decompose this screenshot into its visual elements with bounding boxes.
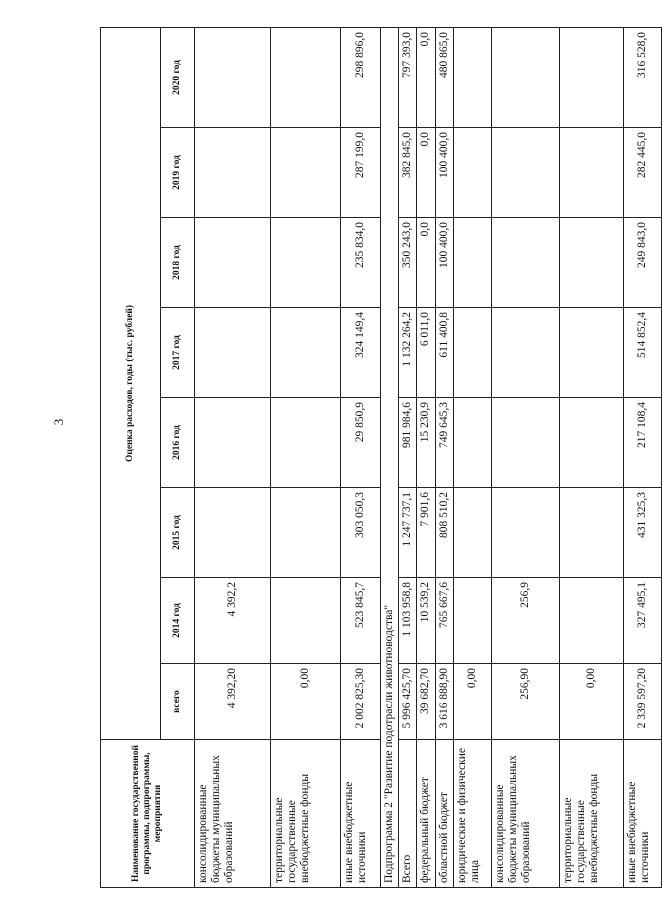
- value-cell: [559, 308, 623, 398]
- value-cell: 256,9: [491, 578, 559, 664]
- year-header: 2016 год: [161, 398, 195, 488]
- table-row: [341, 27, 381, 887]
- value-cell: 797 393,0: [399, 27, 417, 127]
- value-cell: [271, 27, 341, 127]
- expenses-table: [100, 27, 662, 888]
- page-number: 3: [51, 418, 66, 426]
- value-cell: 324 149,4: [341, 308, 381, 398]
- value-cell: [271, 128, 341, 218]
- value-cell: 100 400,0: [435, 128, 453, 218]
- value-cell: [453, 578, 491, 664]
- value-cell: 5 996 425,70: [399, 664, 417, 740]
- value-cell: 100 400,0: [435, 218, 453, 308]
- row-name: территориальные государственные внебюджетные фонды: [559, 740, 623, 888]
- value-cell: [195, 308, 271, 398]
- row-name: консолидированные бюджеты муниципальных образований: [491, 740, 559, 888]
- year-header: 2017 год: [161, 308, 195, 398]
- value-cell: [195, 488, 271, 578]
- value-cell: [491, 128, 559, 218]
- value-cell: [453, 308, 491, 398]
- value-cell: 4 392,20: [195, 664, 271, 740]
- value-cell: [271, 308, 341, 398]
- value-cell: [271, 218, 341, 308]
- value-cell: 382 845,0: [399, 128, 417, 218]
- value-cell: 287 199,0: [341, 128, 381, 218]
- value-cell: 808 510,2: [435, 488, 453, 578]
- year-header: 2015 год: [161, 488, 195, 578]
- value-cell: 0,00: [559, 664, 623, 740]
- value-cell: 327 495,1: [623, 578, 661, 664]
- value-cell: 749 645,3: [435, 398, 453, 488]
- value-cell: [491, 398, 559, 488]
- table-row: [559, 27, 623, 887]
- value-cell: 3 616 888,90: [435, 664, 453, 740]
- year-header: 2020 год: [161, 27, 195, 127]
- value-cell: 0,0: [417, 218, 435, 308]
- row-name: консолидированные бюджеты муниципальных образований: [195, 740, 271, 888]
- row-name: территориальные государственные внебюджетные фонды: [271, 740, 341, 888]
- expense-group-header: Оценка расходов, годы (тыс. рублей): [101, 27, 161, 739]
- value-cell: 29 850,9: [341, 398, 381, 488]
- value-cell: [453, 398, 491, 488]
- value-cell: 0,00: [271, 664, 341, 740]
- value-cell: [559, 578, 623, 664]
- value-cell: 514 852,4: [623, 308, 661, 398]
- value-cell: [195, 218, 271, 308]
- value-cell: [271, 578, 341, 664]
- value-cell: 765 667,6: [435, 578, 453, 664]
- value-cell: 298 896,0: [341, 27, 381, 127]
- table-row: [195, 27, 271, 887]
- value-cell: [491, 218, 559, 308]
- value-cell: 523 845,7: [341, 578, 381, 664]
- subprogram-row: [381, 27, 399, 887]
- value-cell: 7 901,6: [417, 488, 435, 578]
- row-name: юридические и физические лица: [453, 740, 491, 888]
- table-row: [435, 27, 453, 887]
- value-cell: 1 132 264,2: [399, 308, 417, 398]
- value-cell: [453, 128, 491, 218]
- value-cell: 256,90: [491, 664, 559, 740]
- value-cell: [453, 218, 491, 308]
- table-row: [399, 27, 417, 887]
- value-cell: 431 325,3: [623, 488, 661, 578]
- value-cell: 350 243,0: [399, 218, 417, 308]
- table-row: [623, 27, 661, 887]
- row-name: иные внебюджетные источники: [623, 740, 661, 888]
- value-cell: 2 002 825,30: [341, 664, 381, 740]
- year-header: 2018 год: [161, 218, 195, 308]
- row-name: иные внебюджетные источники: [341, 740, 381, 888]
- value-cell: [195, 398, 271, 488]
- table-row: [453, 27, 491, 887]
- value-cell: [559, 27, 623, 127]
- value-cell: [271, 398, 341, 488]
- table-row: [491, 27, 559, 887]
- value-cell: 1 103 958,8: [399, 578, 417, 664]
- value-cell: 611 400,8: [435, 308, 453, 398]
- value-cell: 217 108,4: [623, 398, 661, 488]
- value-cell: [195, 128, 271, 218]
- value-cell: 0,0: [417, 27, 435, 127]
- value-cell: 6 011,0: [417, 308, 435, 398]
- value-cell: [491, 308, 559, 398]
- value-cell: [559, 128, 623, 218]
- value-cell: 480 865,0: [435, 27, 453, 127]
- row-name: Всего: [399, 740, 417, 888]
- value-cell: [271, 488, 341, 578]
- name-column-header: Наименование государственной программы, подпрограммы, мероприятия: [101, 740, 195, 888]
- year-header: всего: [161, 664, 195, 740]
- value-cell: 15 230,9: [417, 398, 435, 488]
- value-cell: [491, 27, 559, 127]
- value-cell: 235 834,0: [341, 218, 381, 308]
- year-header: 2019 год: [161, 128, 195, 218]
- value-cell: [491, 488, 559, 578]
- value-cell: 10 539,2: [417, 578, 435, 664]
- value-cell: 316 528,0: [623, 27, 661, 127]
- row-name: областной бюджет: [435, 740, 453, 888]
- row-name: федеральный бюджет: [417, 740, 435, 888]
- value-cell: 2 339 597,20: [623, 664, 661, 740]
- value-cell: [453, 27, 491, 127]
- value-cell: 39 682,70: [417, 664, 435, 740]
- value-cell: 303 050,3: [341, 488, 381, 578]
- value-cell: [559, 488, 623, 578]
- value-cell: 0,0: [417, 128, 435, 218]
- value-cell: [559, 398, 623, 488]
- rotated-table-container: [100, 28, 652, 888]
- value-cell: 0,00: [453, 664, 491, 740]
- header-row-group: [101, 27, 161, 887]
- value-cell: 249 843,0: [623, 218, 661, 308]
- year-header: 2014 год: [161, 578, 195, 664]
- value-cell: 282 445,0: [623, 128, 661, 218]
- value-cell: [559, 218, 623, 308]
- table-row: [271, 27, 341, 887]
- value-cell: [195, 27, 271, 127]
- table-row: [417, 27, 435, 887]
- value-cell: 1 247 737,1: [399, 488, 417, 578]
- subprogram-title: Подпрограмма 2 "Развитие подотрасли животноводства": [381, 27, 399, 887]
- value-cell: [453, 488, 491, 578]
- value-cell: 981 984,6: [399, 398, 417, 488]
- value-cell: 4 392,2: [195, 578, 271, 664]
